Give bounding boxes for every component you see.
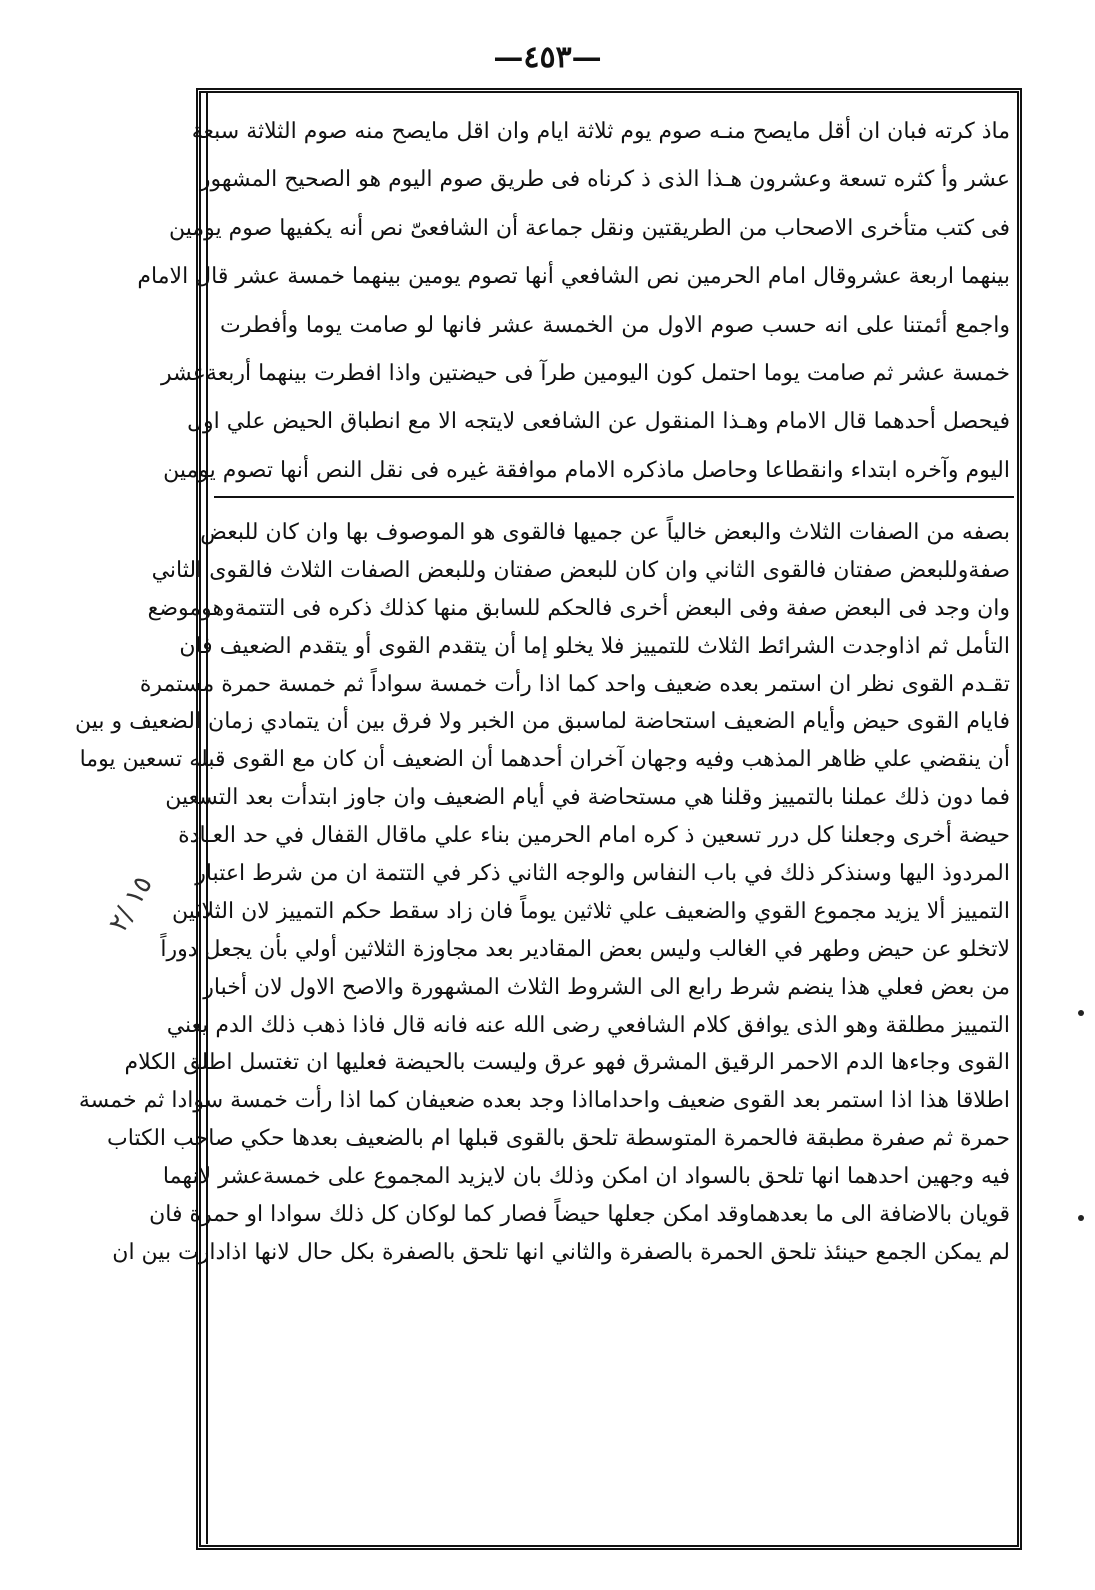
- commentary-top-section: [137, 108, 1010, 495]
- text-line: فيحصل أحدهما قال الامام وهـذا المنقول عن الشافعى لايتجه الا مع انطباق الحيض علي اول: [187, 409, 1010, 435]
- page-number: —٤٥٣—: [493, 40, 602, 75]
- text-line: التأمل ثم اذاوجدت الشرائط الثلاث للتمييز فلا يخلو إما أن يتقدم القوى أو يتقدم الضعيف فان: [179, 633, 1010, 659]
- text-line: اليوم وآخره ابتداء وانقطاعا وحاصل ماذكره الامام موافقة غيره فى نقل النص أنها تصوم يومين: [163, 457, 1010, 483]
- text-line: تقـدم القوى نظر ان استمر بعده ضعيف واحد كما اذا رأت خمسة سواداً ثم خمسة حمرة مستمرة: [139, 671, 1010, 697]
- text-line: فايام القوى حيض وأيام الضعيف استحاضة لماسبق من الخبر ولا فرق بين أن يتمادي زمان الضعيف و بين: [75, 709, 1010, 735]
- edge-speck: [1078, 1215, 1084, 1221]
- text-line: بينهما اربعة عشروقال امام الحرمين نص الشافعي أنها تصوم يومين بينهما خمسة عشر قال الامام: [137, 264, 1010, 290]
- text-line: المردوذ اليها وسنذكر ذلك في باب النفاس والوجه الثاني ذكر في التتمة ان من شرط اعتبار: [195, 861, 1010, 887]
- text-line: بصفه من الصفات الثلاث والبعض خالياً عن جميها فالقوى هو الموصوف بها وان كان للبعض: [200, 520, 1010, 545]
- handwritten-margin-note: ١٥ /٢: [103, 871, 159, 938]
- text-line: فيه وجهين احدهما انها تلحق بالسواد ان امكن وذلك بان لايزيد المجموع على خمسةعشر لانهما: [162, 1164, 1010, 1190]
- text-line: اطلاقا هذا اذا استمر بعد القوى ضعيف واحدامااذا وجد بعده ضعيفان كما اذا رأت خمسة سوادا ثم خمسة: [78, 1088, 1010, 1114]
- text-line: حيضة أخرى وجعلنا كل درر تسعين ذ كره امام الحرمين بناء علي ماقال القفال في حد العـادة: [178, 823, 1010, 849]
- text-line: لم يمكن الجمع حينئذ تلحق الحمرة بالصفرة والثاني انها تلحق بالصفرة بكل حال لانها اذادارت بين ان: [112, 1239, 1010, 1265]
- text-line: التمييز ألا يزيد مجموع القوي والضعيف علي ثلاثين يوماً فان زاد سقط حكم التمييز لان الثلاثين: [172, 898, 1010, 924]
- section-separator: [214, 496, 1014, 498]
- text-line: من بعض فعلي هذا ينضم شرط رابع الى الشروط الثلاث المشهورة والاصح الاول لان أخبار: [203, 974, 1010, 1000]
- text-line: التمييز مطلقة وهو الذى يوافق كلام الشافعي رضى الله عنه فانه قال فاذا ذهب ذلك الدم يعني: [166, 1012, 1010, 1038]
- edge-speck: [1078, 1010, 1084, 1016]
- text-line: فما دون ذلك عملنا بالتمييز وقلنا هي مستحاضة في أيام الضعيف وان جاوز ابتدأت بعد التسعين: [165, 785, 1010, 811]
- text-line: صفةوللبعض صفتان فالقوى الثاني وان كان للبعض صفتان وللبعض الصفات الثلاث فالقوى الثاني: [151, 557, 1010, 583]
- text-line: القوى وجاءها الدم الاحمر الرقيق المشرق فهو عرق وليست بالحيضة فعليها ان تغتسل اطلق الكلام: [124, 1050, 1010, 1076]
- text-line: حمرة ثم صفرة مطبقة فالحمرة المتوسطة تلحق بالقوى قبلها ام بالضعيف بعدها حكي صاحب الكتاب: [107, 1126, 1010, 1152]
- text-line: خمسة عشر ثم صامت يوما احتمل كون اليومين طرآ فى حيضتين واذا افطرت بينهما أربعةعشر: [160, 360, 1010, 386]
- text-line: أن ينقضي علي ظاهر المذهب وفيه وجهان آخران أحدهما أن الضعيف أن كان مع القوى قبله تسعين يوما: [79, 747, 1010, 773]
- text-line: واجمع أئمتنا على انه حسب صوم الاول من الخمسة عشر فانها لو صامت يوما وأفطرت: [220, 312, 1010, 338]
- text-line: لاتخلو عن حيض وطهر في الغالب وليس بعض المقادير بعد مجاوزة الثلاثين أولي بأن يجعل دوراً: [160, 936, 1010, 962]
- text-line: قويان بالاضافة الى ما بعدهماوقد امكن جعلها حيضاً فصار كما لوكان كل ذلك سوادا او حمرة فان: [149, 1202, 1010, 1228]
- text-line: ماذ كرته فبان ان أقل مايصح منـه صوم يوم ثلاثة ايام وان اقل مايصح منه صوم الثلاثة سبعة: [191, 119, 1010, 144]
- text-line: فى كتب متأخرى الاصحاب من الطريقتين ونقل جماعة أن الشافعىّ نص أنه يكفيها صوم يومين: [169, 215, 1010, 241]
- text-line: وان وجد فى البعض صفة وفى البعض أخرى فالحكم للسابق منها كذلك ذكره فى التتمةوهوموضع: [147, 595, 1010, 621]
- text-line: عشر وأ كثره تسعة وعشرون هـذا الذى ذ كرناه فى طريق صوم اليوم هو الصحيح المشهور: [199, 167, 1010, 193]
